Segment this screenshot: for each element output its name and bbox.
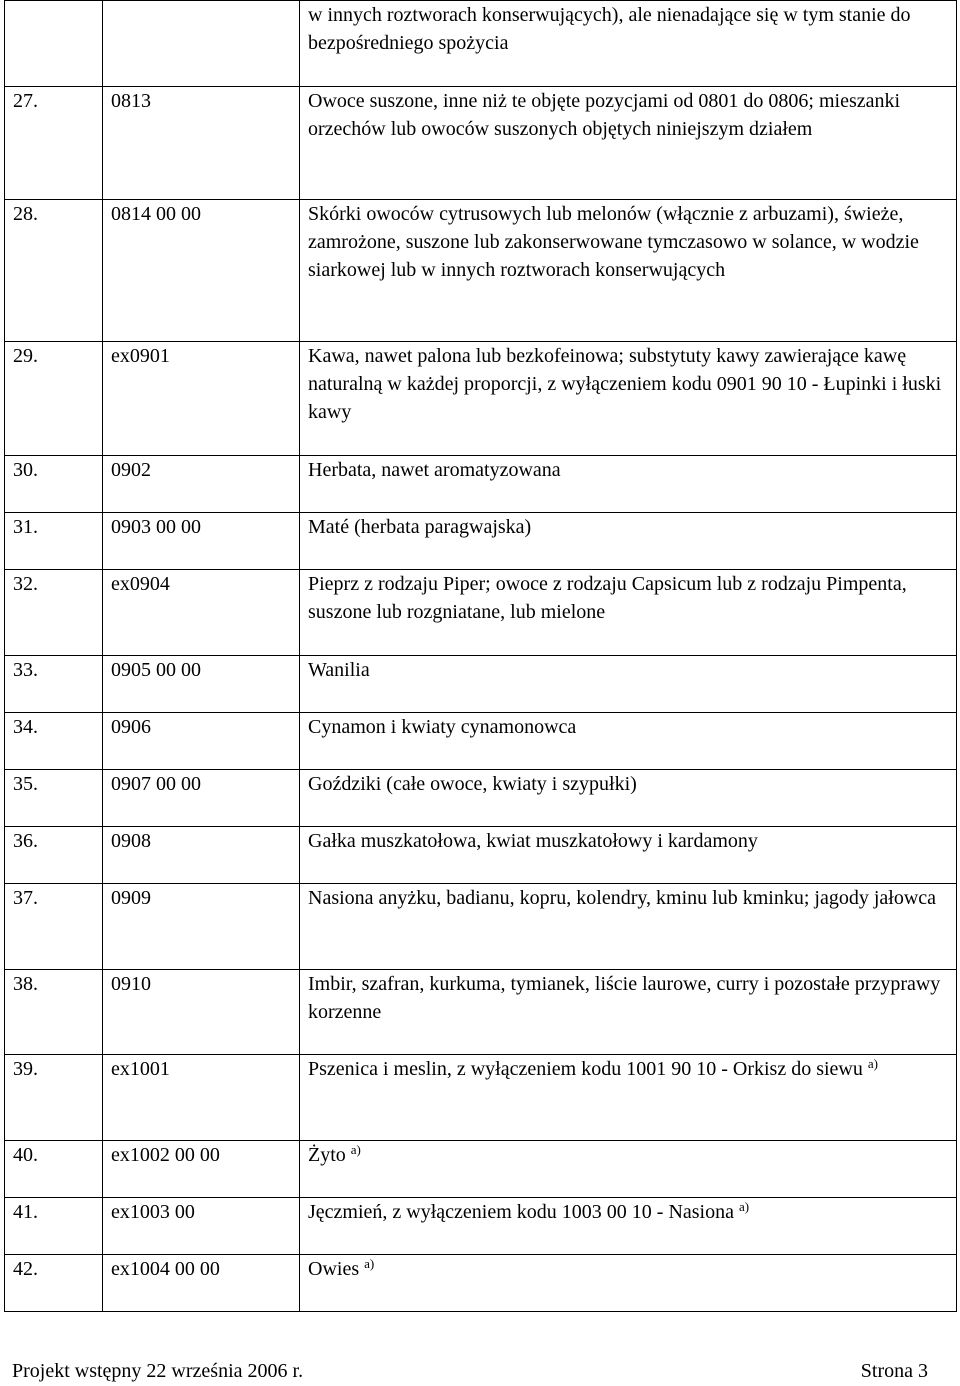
page-footer [12,1357,928,1385]
row-number: 34. [5,713,103,770]
cn-code: 0906 [103,713,300,770]
table-row [5,1141,957,1198]
product-description-cell [300,770,957,827]
product-description-cell [300,884,957,970]
footnote-marker: a) [364,1256,375,1271]
table-row [5,200,957,342]
row-number: 37. [5,884,103,970]
product-description: Żyto [308,1144,346,1166]
cn-code: 0814 00 00 [103,200,300,342]
row-number: 33. [5,656,103,713]
row-number: 29. [5,342,103,456]
product-description: Pszenica i meslin, z wyłączeniem kodu 1001 90 10 - Orkisz do siewu [308,1058,863,1080]
table-row [5,1255,957,1312]
footer-page-number: Strona 3 [860,1360,928,1382]
row-number: 28. [5,200,103,342]
footnote-marker: a) [867,1056,878,1071]
product-description: Cynamon i kwiaty cynamonowca [308,716,577,738]
product-description: Gałka muszkatołowa, kwiat muszkatołowy i kardamony [308,830,758,852]
table-row [5,1,957,87]
row-number: 38. [5,970,103,1055]
product-description: Wanilia [308,659,370,681]
product-description-cell [300,456,957,513]
table-row [5,87,957,200]
table-row [5,342,957,456]
table-row [5,656,957,713]
row-number: 36. [5,827,103,884]
row-number: 31. [5,513,103,570]
footnote-marker: a) [738,1199,750,1214]
product-description-cell [300,1198,957,1255]
row-number [5,1,103,87]
cn-code: 0907 00 00 [103,770,300,827]
table-row [5,570,957,656]
cn-code: 0910 [103,970,300,1055]
product-description-cell [300,1055,957,1141]
product-description: Kawa, nawet palona lub bezkofeinowa; substytuty kawy zawierające kawę naturalną w każdej proporcji, z wyłączeniem kodu 0901 90 10 - Łupinki i łuski kawy [308,345,942,423]
product-description-cell [300,1,957,87]
row-number: 41. [5,1198,103,1255]
table-row [5,970,957,1055]
product-description: Skórki owoców cytrusowych lub melonów (włącznie z arbuzami), świeże, zamrożone, suszone lub zakonserwowane tymczasowo w solance, w wodzie siarkowej lub w innych roztworach konserwujących [308,203,919,281]
cn-code: ex1002 00 00 [103,1141,300,1198]
product-description: Imbir, szafran, kurkuma, tymianek, liście laurowe, curry i pozostałe przyprawy korzenne [308,973,941,1023]
cn-code: ex1003 00 [103,1198,300,1255]
cn-code [103,1,300,87]
table-row [5,713,957,770]
commodity-codes-table [4,0,957,1312]
cn-code: 0902 [103,456,300,513]
product-description: Jęczmień, z wyłączeniem kodu 1003 00 10 - Nasiona [308,1201,734,1223]
row-number: 40. [5,1141,103,1198]
product-description: Pieprz z rodzaju Piper; owoce z rodzaju Capsicum lub z rodzaju Pimpenta, suszone lub rozgniatane, lub mielone [308,573,907,623]
cn-code: ex0901 [103,342,300,456]
row-number: 39. [5,1055,103,1141]
product-description: Goździki (całe owoce, kwiaty i szypułki) [308,773,637,795]
table-row [5,1055,957,1141]
product-description-cell [300,513,957,570]
cn-code: ex0904 [103,570,300,656]
table-row [5,884,957,970]
product-description-cell [300,342,957,456]
cn-code: 0903 00 00 [103,513,300,570]
product-description-cell [300,713,957,770]
cn-code: 0908 [103,827,300,884]
product-description-cell [300,1255,957,1312]
table-row [5,456,957,513]
product-description: w innych roztworach konserwujących), ale nienadające się w tym stanie do bezpośredniego spożycia [308,4,911,54]
product-description-cell [300,570,957,656]
product-description: Nasiona anyżku, badianu, kopru, kolendry, kminu lub kminku; jagody jałowca [308,887,937,909]
table-row [5,1198,957,1255]
cn-code: 0909 [103,884,300,970]
product-description: Owies [308,1258,360,1280]
row-number: 35. [5,770,103,827]
footer-draft-date: Projekt wstępny 22 września 2006 r. [12,1360,304,1382]
table-row [5,827,957,884]
cn-code: 0813 [103,87,300,200]
row-number: 27. [5,87,103,200]
product-description-cell [300,827,957,884]
product-description: Maté (herbata paragwajska) [308,516,532,538]
row-number: 30. [5,456,103,513]
cn-code: 0905 00 00 [103,656,300,713]
product-description: Herbata, nawet aromatyzowana [308,459,561,481]
table-row [5,513,957,570]
row-number: 42. [5,1255,103,1312]
row-number: 32. [5,570,103,656]
cn-code: ex1001 [103,1055,300,1141]
product-description-cell [300,1141,957,1198]
table-body [5,1,957,1312]
product-description-cell [300,970,957,1055]
table-row [5,770,957,827]
footnote-marker: a) [350,1142,361,1157]
product-description-cell [300,200,957,342]
product-description-cell [300,87,957,200]
product-description: Owoce suszone, inne niż te objęte pozycjami od 0801 do 0806; mieszanki orzechów lub owoców suszonych objętych niniejszym działem [308,90,901,140]
cn-code: ex1004 00 00 [103,1255,300,1312]
product-description-cell [300,656,957,713]
